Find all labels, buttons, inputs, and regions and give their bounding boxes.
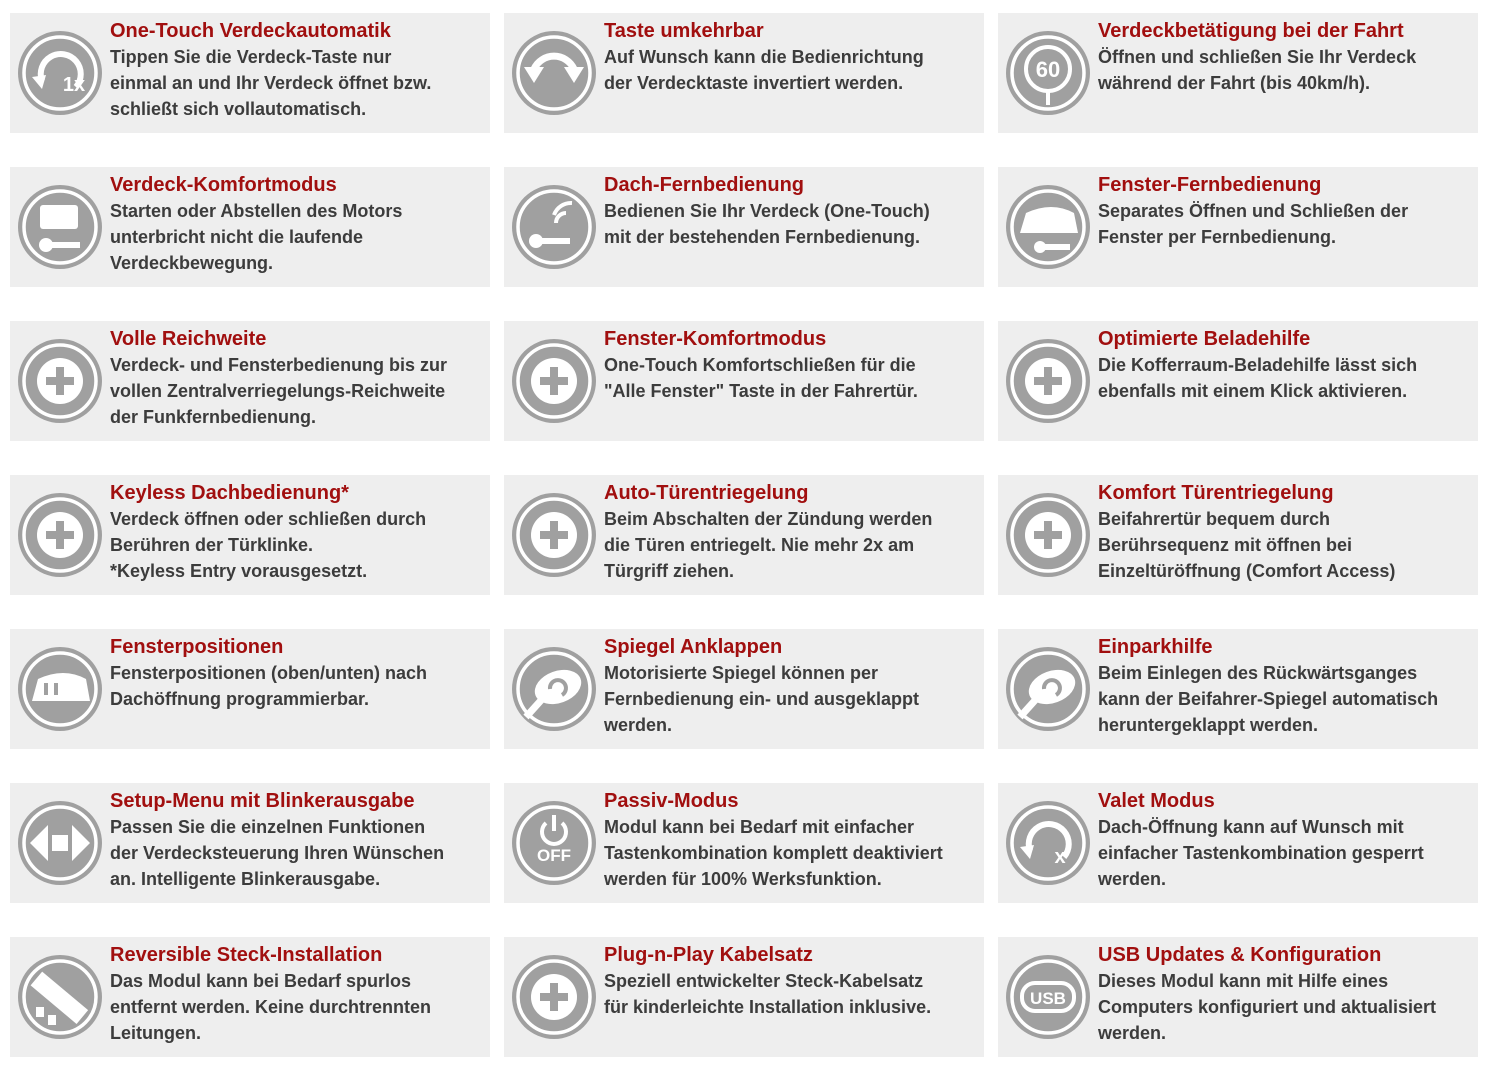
feature-description: Das Modul kann bei Bedarf spurlos entfernt werden. Keine durchtrennten Leitungen. — [110, 971, 432, 1043]
feature-title: Setup-Menu mit Blinkerausgabe — [110, 790, 415, 812]
feature-description: Beim Abschalten der Zündung werden die Türen entriegelt. Nie mehr 2x am Türgriff ziehen. — [604, 509, 933, 581]
feature-card — [998, 937, 1478, 1057]
feature-title: Volle Reichweite — [110, 328, 267, 350]
feature-description: Separates Öffnen und Schließen der Fenster per Fernbedienung. — [1098, 201, 1409, 247]
feature-card — [998, 321, 1478, 441]
feature-card — [504, 167, 984, 287]
feature-grid — [10, 13, 1478, 1057]
feature-title: Spiegel Anklappen — [604, 636, 783, 658]
feature-description: Verdeck- und Fensterbedienung bis zur vollen Zentralverriegelungs-Reichweite der Funkfernbedienung. — [110, 355, 448, 427]
valet-icon — [1004, 799, 1092, 887]
feature-text — [604, 480, 984, 584]
feature-title: Verdeck-Komfortmodus — [110, 174, 337, 196]
feature-card — [10, 937, 490, 1057]
feature-card — [998, 629, 1478, 749]
feature-title: Passiv-Modus — [604, 790, 739, 812]
plus-circle-icon — [510, 491, 598, 579]
usb-icon — [1004, 953, 1092, 1041]
feature-title: Dach-Fernbedienung — [604, 174, 805, 196]
feature-text — [604, 788, 984, 892]
feature-card — [504, 321, 984, 441]
feature-card — [504, 937, 984, 1057]
feature-description: Öffnen und schließen Sie Ihr Verdeck während der Fahrt (bis 40km/h). — [1098, 47, 1417, 93]
feature-title: Plug-n-Play Kabelsatz — [604, 944, 813, 966]
feature-text — [110, 942, 490, 1046]
feature-text — [110, 480, 490, 584]
feature-card — [998, 13, 1478, 133]
icon-label: 60 — [1035, 57, 1061, 82]
feature-text — [1098, 18, 1478, 96]
speed-sign-icon — [1004, 29, 1092, 117]
feature-title: One-Touch Verdeckautomatik — [110, 20, 391, 42]
feature-text — [1098, 942, 1478, 1046]
plus-circle-icon — [16, 337, 104, 425]
feature-card — [504, 475, 984, 595]
feature-card — [10, 475, 490, 595]
feature-text — [110, 634, 490, 712]
feature-description: Die Kofferraum-Beladehilfe lässt sich ebenfalls mit einem Klick aktivieren. — [1098, 355, 1418, 401]
remote-key-icon — [510, 183, 598, 271]
one-touch-icon — [16, 29, 104, 117]
mirror-parking-icon — [1004, 645, 1092, 733]
feature-card — [10, 167, 490, 287]
icon-label: OFF — [537, 846, 571, 865]
feature-card — [10, 321, 490, 441]
feature-text — [110, 172, 490, 276]
window-position-icon — [16, 645, 104, 733]
feature-text — [604, 326, 984, 404]
feature-text — [604, 942, 984, 1020]
feature-title: Verdeckbetätigung bei der Fahrt — [1098, 20, 1404, 42]
icon-label: x — [1054, 846, 1066, 868]
feature-description: Dach-Öffnung kann auf Wunsch mit einfacher Tastenkombination gesperrt werden. — [1098, 817, 1424, 889]
feature-description: Fensterpositionen (oben/unten) nach Dachöffnung programmierbar. — [110, 663, 428, 709]
feature-title: Valet Modus — [1098, 790, 1215, 812]
feature-description: Beim Einlegen des Rückwärtsganges kann der Beifahrer-Spiegel automatisch heruntergeklappt werden. — [1098, 663, 1439, 735]
feature-description: Tippen Sie die Verdeck-Taste nur einmal an und Ihr Verdeck öffnet bzw. schließt sich vollautomatisch. — [110, 47, 432, 119]
feature-title: Reversible Steck-Installation — [110, 944, 383, 966]
feature-card — [504, 629, 984, 749]
feature-description: One-Touch Komfortschließen für die "Alle Fenster" Taste in der Fahrertür. — [604, 355, 918, 401]
feature-description: Starten oder Abstellen des Motors unterbricht nicht die laufende Verdeckbewegung. — [110, 201, 403, 273]
feature-text — [1098, 172, 1478, 250]
feature-title: Auto-Türentriegelung — [604, 482, 809, 504]
connector-icon — [16, 953, 104, 1041]
feature-description: Verdeck öffnen oder schließen durch Berühren der Türklinke. *Keyless Entry vorausgesetzt. — [110, 509, 427, 581]
feature-card — [10, 13, 490, 133]
icon-label: 1x — [62, 74, 86, 96]
feature-text — [604, 172, 984, 250]
feature-text — [604, 18, 984, 96]
feature-text — [1098, 326, 1478, 404]
window-key-icon — [1004, 183, 1092, 271]
feature-card — [998, 475, 1478, 595]
plus-circle-icon — [16, 491, 104, 579]
feature-text — [1098, 634, 1478, 738]
turn-signal-icon — [16, 799, 104, 887]
plus-circle-icon — [1004, 491, 1092, 579]
feature-text — [110, 18, 490, 122]
feature-title: Fenster-Fernbedienung — [1098, 174, 1322, 196]
feature-description: Bedienen Sie Ihr Verdeck (One-Touch) mit der bestehenden Fernbedienung. — [604, 201, 930, 247]
feature-title: Fenster-Komfortmodus — [604, 328, 827, 350]
feature-text — [1098, 788, 1478, 892]
feature-text — [110, 326, 490, 430]
feature-description: Modul kann bei Bedarf mit einfacher Tastenkombination komplett deaktiviert werden für 100% Werksfunktion. — [604, 817, 943, 889]
reversible-arrows-icon — [510, 29, 598, 117]
feature-card — [504, 13, 984, 133]
mirror-fold-icon — [510, 645, 598, 733]
feature-text — [604, 634, 984, 738]
feature-description: Beifahrertür bequem durch Berührsequenz mit öffnen bei Einzeltüröffnung (Comfort Access) — [1098, 509, 1396, 581]
feature-title: USB Updates & Konfiguration — [1098, 944, 1382, 966]
feature-description: Dieses Modul kann mit Hilfe eines Computers konfiguriert und aktualisiert werden. — [1098, 971, 1437, 1043]
feature-title: Komfort Türentriegelung — [1098, 482, 1334, 504]
plus-circle-icon — [510, 337, 598, 425]
feature-card — [998, 783, 1478, 903]
feature-description: Speziell entwickelter Steck-Kabelsatz für kinderleichte Installation inklusive. — [604, 971, 932, 1017]
plus-circle-icon — [1004, 337, 1092, 425]
feature-title: Einparkhilfe — [1098, 636, 1213, 658]
engine-key-icon — [16, 183, 104, 271]
feature-card — [10, 783, 490, 903]
feature-title: Taste umkehrbar — [604, 20, 764, 42]
feature-description: Auf Wunsch kann die Bedienrichtung der Verdecktaste invertiert werden. — [604, 47, 924, 93]
icon-label: USB — [1030, 989, 1066, 1008]
plus-circle-icon — [510, 953, 598, 1041]
power-off-icon — [510, 799, 598, 887]
feature-description: Passen Sie die einzelnen Funktionen der Verdecksteuerung Ihren Wünschen an. Intelligente Blinkerausgabe. — [110, 817, 445, 889]
feature-card — [10, 629, 490, 749]
feature-title: Optimierte Beladehilfe — [1098, 328, 1311, 350]
feature-title: Fensterpositionen — [110, 636, 284, 658]
feature-card — [504, 783, 984, 903]
feature-card — [998, 167, 1478, 287]
feature-title: Keyless Dachbedienung* — [110, 482, 349, 504]
feature-description: Motorisierte Spiegel können per Fernbedienung ein- und ausgeklappt werden. — [604, 663, 920, 735]
feature-text — [1098, 480, 1478, 584]
feature-text — [110, 788, 490, 892]
